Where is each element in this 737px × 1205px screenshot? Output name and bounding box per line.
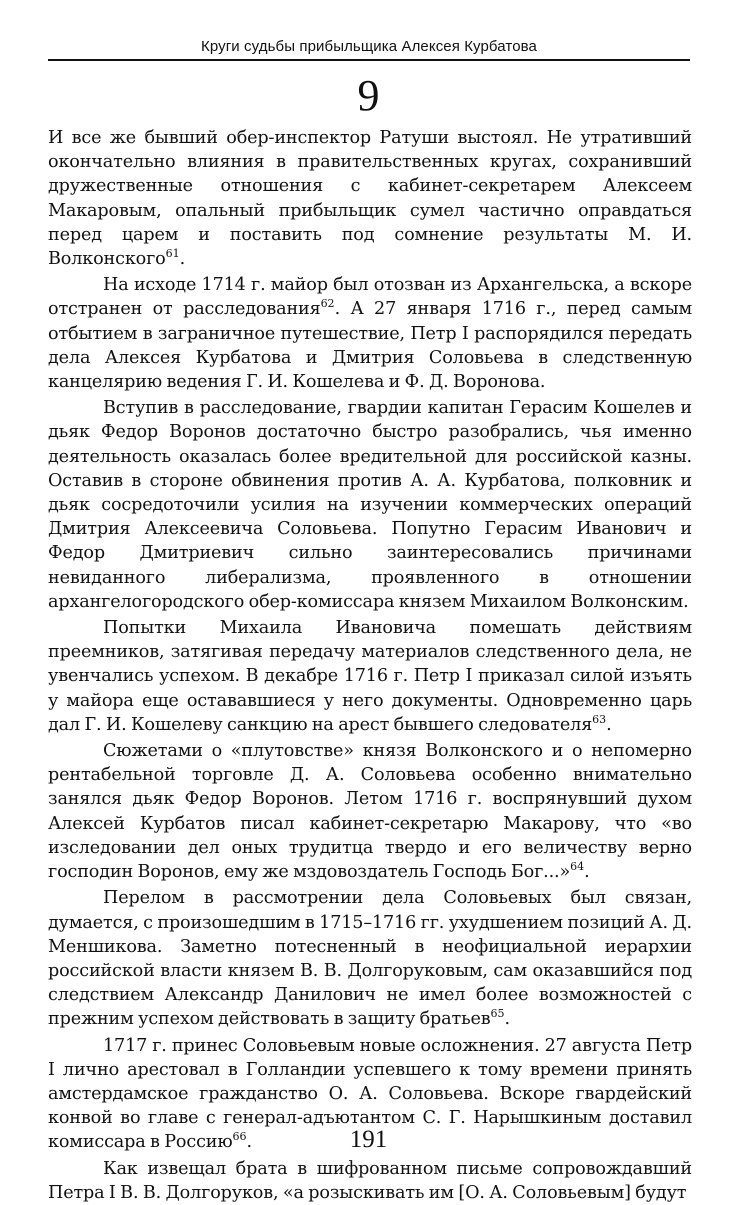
text-run: . [179,249,186,270]
text-run: . [584,862,590,883]
text-run: . А 27 января 1716 г., перед самым отбытием в заграничное путешествие, Петр I распорядился передать дела Алексея Курбатова и Дмитрия Соловьева в следственную канцелярию ведения Г. И. Кошелева и Ф. Д. Воронова. [48,299,692,393]
text-run: Как извещал брата в шифрованном письме сопровождавший Петра I В. В. Долгоруков, «а розыскивать им [О. А. Соловьевым] будут [48,1158,692,1203]
footnote-ref: 63 [592,712,607,726]
paragraph [48,616,692,737]
page-number: 191 [349,1126,388,1153]
paragraph [48,396,692,614]
text-run: . [606,714,612,735]
text-run: На исходе 1714 г. майор был отозван из Архангельска, а вскоре отстранен от расследования [48,275,692,320]
footnote-ref: 61 [165,247,180,261]
header-rule [48,59,690,61]
text-run: . [504,1009,510,1030]
text-run: И все же бывший обер-инспектор Ратуши выстоял. Не утративший окончательно влияния в правительственных кругах, сохранивший дружественные отношения с кабинет-секретарем Алексеем Макаровым, опальный прибыльщик сумел частично оправдаться перед царем и поставить под сомнение результаты М. И. Волконского [48,128,692,270]
text-run: Вступив в расследование, гвардии капитан Герасим Кошелев и дьяк Федор Воронов достаточно быстро разобрались, чья именно деятельность оказалась более вредительной для российской казны. Оставив в стороне обвинения против А. А. Курбатова, полковник и дьяк сосредоточили усилия на изучении коммерческих операций Дмитрия Алексеевича Соловьева. Попутно Герасим Иванович и Федор Дмитриевич сильно заинтересовались причинами невиданного либерализма, проявленного в отношении архангелогородского обер-комиссара князем Михаилом Волконским. [48,398,692,612]
text-run: Перелом в рассмотрении дела Соловьевых был связан, думается, с произошедшим в 1715–1716 гг. ухудшением позиций А. Д. Меншикова. Заметно потесненный в неофициальной иерархии российской власти князем В. В. Долгоруковым, сам оказавшийся под следствием Александр Данилович не имел более возможностей с прежним успехом действовать в защиту братьев [48,888,692,1030]
text-run: . [246,1132,252,1153]
text-run: 1717 г. принес Соловьевым новые осложнения. 27 августа Петр I лично арестовал в Голландии успевшего к тому времени принять амстердамское гражданство О. А. Соловьева. Вскоре гвардейский конвой во главе с генерал-адъютантом С. Г. Нарышкиным доставил комиссара в Россию [48,1035,692,1153]
running-title: Круги судьбы прибыльщика Алексея Курбатова [201,38,537,55]
chapter-number: 9 [357,71,380,120]
paragraph [48,126,692,271]
paragraph [48,886,692,1031]
footnote-ref: 62 [320,297,335,311]
footnote-ref: 66 [232,1130,247,1144]
body-text [48,126,692,1205]
footnote-ref: 64 [570,860,585,874]
text-run: Сюжетами о «плутовстве» князя Волконского и о непомерно рентабельной торговле Д. А. Соловьева особенно внимательно занялся дьяк Федор Воронов. Летом 1716 г. воспрянувший духом Алексей Курбатов писал кабинет-секретарю Макарову, что «во изследовании дел оных трудитца твердо и его величеству верно господин Воронов, ему же мздовоздатель Господь Бог...» [48,741,692,883]
footnote-ref: 65 [490,1007,505,1021]
text-run: Попытки Михаила Ивановича помешать действиям преемников, затягивая передачу материалов следственного дела, не увенчались успехом. В декабре 1716 г. Петр I приказал силой изъять у майора еще остававшиеся у него документы. Одновременно царь дал Г. И. Кошелеву санкцию на арест бывшего следователя [48,618,692,735]
paragraph [48,273,692,394]
paragraph [48,739,692,884]
